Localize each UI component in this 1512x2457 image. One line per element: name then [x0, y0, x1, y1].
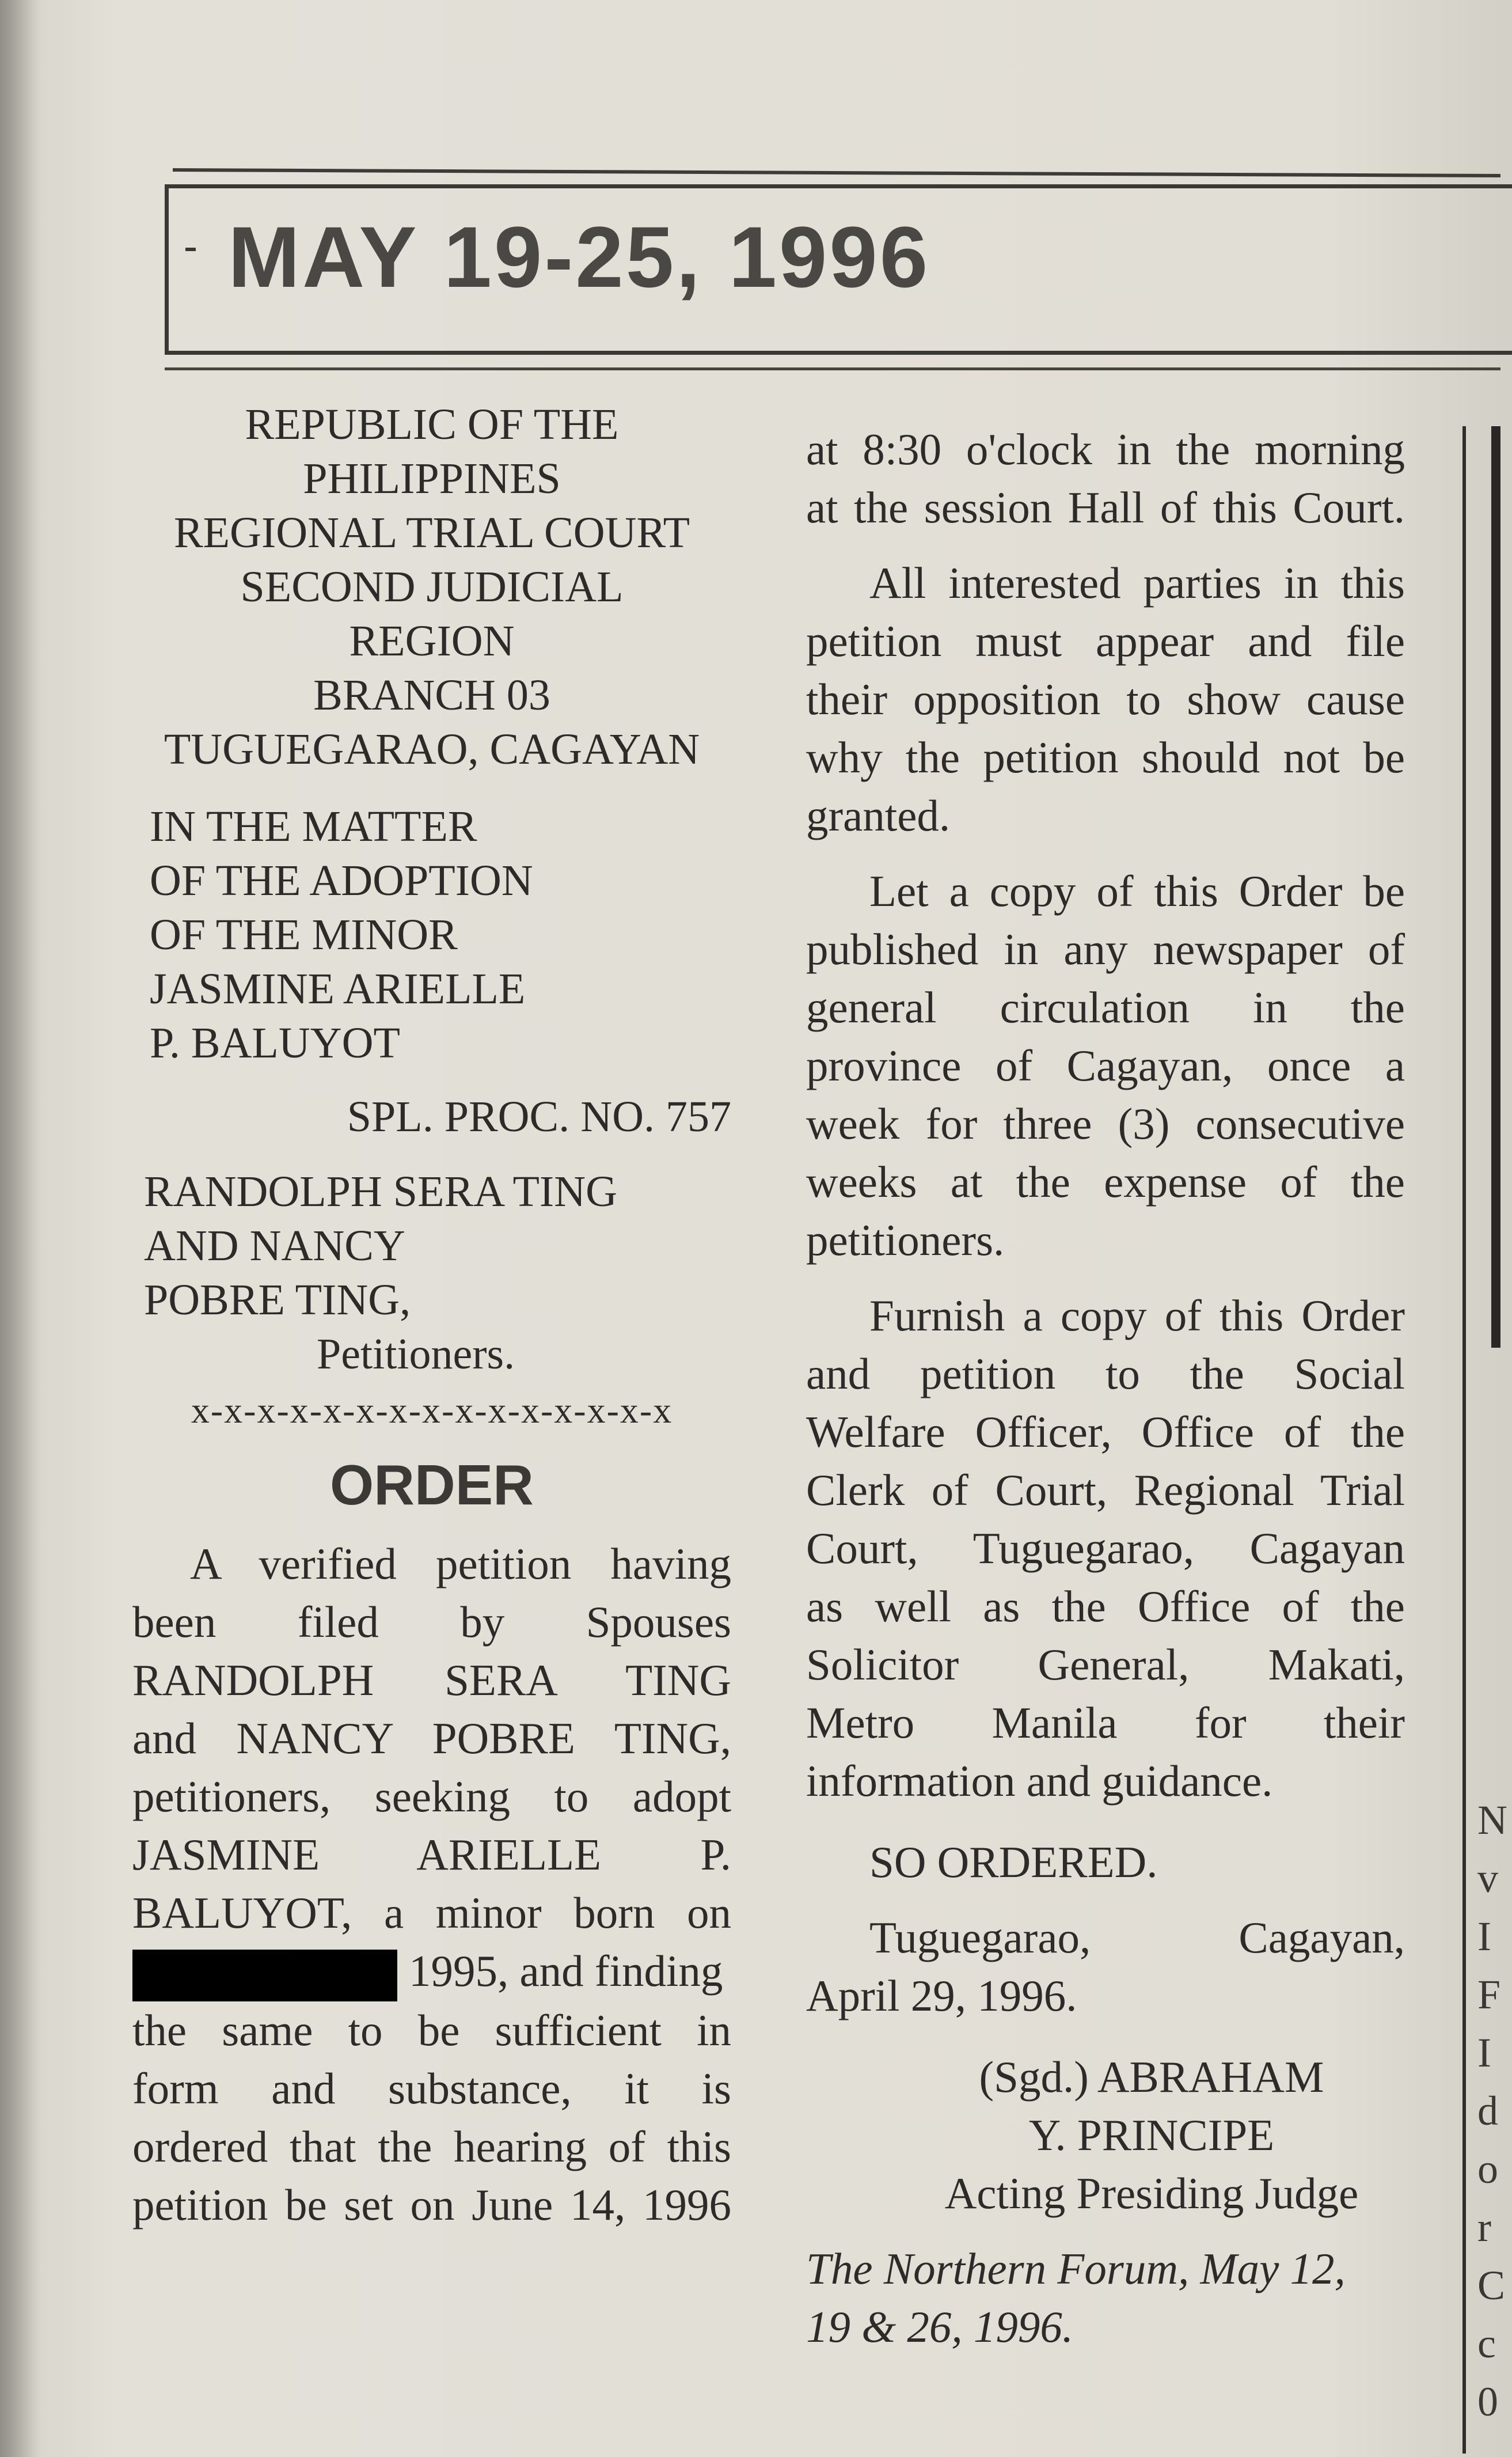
matter-line: OF THE ADOPTION — [150, 856, 533, 905]
body-line: A verified petition having — [190, 1539, 731, 1588]
body-line: ordered that the hearing of this — [132, 2122, 731, 2172]
court-line: REPUBLIC OF THE — [245, 400, 619, 449]
petitioner-line: POBRE TING, — [144, 1276, 411, 1324]
header-tick — [185, 248, 196, 251]
body-line: why the petition should not be — [806, 733, 1405, 782]
interested-parties-paragraph — [806, 554, 1405, 845]
body-line: information and guidance. — [806, 1756, 1273, 1806]
adjacent-column-rule — [1491, 426, 1500, 1348]
body-line: and NANCY POBRE TING, — [132, 1713, 731, 1763]
judge-name-line: (Sgd.) ABRAHAM — [979, 2052, 1324, 2102]
court-line: TUGUEGARAO, CAGAYAN — [164, 725, 700, 774]
judge-title: Acting Presiding Judge — [944, 2168, 1359, 2218]
matter-line: P. BALUYOT — [150, 1019, 400, 1067]
body-line: week for three (3) consecutive — [806, 1099, 1405, 1148]
body-line: Solicitor General, Makati, — [806, 1640, 1405, 1689]
body-line: at 8:30 o'clock in the morning — [806, 424, 1405, 474]
body-line: published in any newspaper of — [806, 924, 1405, 974]
place-and-date — [806, 1909, 1405, 2025]
body-line: and petition to the Social — [806, 1349, 1405, 1398]
fragment-char: d — [1477, 2088, 1498, 2134]
body-line: Clerk of Court, Regional Trial — [806, 1465, 1405, 1515]
matter-line: OF THE MINOR — [150, 911, 458, 959]
body-line: April 29, 1996. — [806, 1971, 1077, 2020]
court-line: REGION — [349, 617, 515, 665]
matter-caption — [132, 799, 731, 1070]
body-line: at the session Hall of this Court. — [806, 483, 1405, 532]
body-line: petition be set on June 14, 1996 — [132, 2180, 731, 2230]
body-line: RANDOLPH SERA TING — [132, 1655, 731, 1705]
body-line: as well as the Office of the — [806, 1582, 1405, 1631]
fragment-char: I — [1477, 1913, 1491, 1959]
page-shadow — [0, 0, 40, 2457]
body-line: their opposition to show cause — [806, 674, 1405, 724]
fragment-char: F — [1477, 1971, 1501, 2018]
header-bottom-rule — [165, 367, 1500, 370]
fragment-char: C — [1477, 2262, 1506, 2308]
fragment-char: c — [1477, 2320, 1496, 2367]
fragment-char: 0 — [1477, 2379, 1498, 2425]
body-line: petitioners. — [806, 1215, 1005, 1265]
body-line: general circulation in the — [806, 983, 1405, 1032]
body-line: the same to be sufficient in — [132, 2005, 731, 2056]
body-line: Metro Manila for their — [806, 1698, 1405, 1747]
body-line: petition must appear and file — [806, 616, 1405, 666]
body-line: Court, Tuguegarao, Cagayan — [806, 1523, 1405, 1573]
court-line: REGIONAL TRIAL COURT — [173, 509, 690, 557]
body-line: form and substance, it is — [132, 2064, 731, 2114]
body-line: Tuguegarao, Cagayan, — [869, 1913, 1405, 1962]
matter-line: JASMINE ARIELLE — [150, 965, 526, 1013]
court-line: SECOND JUDICIAL — [240, 563, 624, 611]
furnish-paragraph — [806, 1287, 1405, 1810]
body-line: JASMINE ARIELLE P. — [132, 1830, 731, 1879]
judge-name-line: Y. PRINCIPE — [1028, 2110, 1275, 2160]
case-number: SPL. PROC. NO. 757 — [347, 1093, 731, 1141]
body-line: Let a copy of this Order be — [869, 866, 1405, 916]
body-line: petitioners, seeking to adopt — [132, 1772, 731, 1821]
body-line-redacted: 1995, and finding — [132, 1942, 731, 2001]
right-column — [806, 420, 1405, 2356]
top-rule — [173, 168, 1500, 177]
body-line: province of Cagayan, once a — [806, 1041, 1405, 1090]
column-divider — [1462, 426, 1466, 2454]
court-line: PHILIPPINES — [303, 454, 561, 503]
body-line: Welfare Officer, Office of the — [806, 1407, 1405, 1457]
petitioners-label: Petitioners. — [317, 1330, 515, 1378]
petitioner-line: RANDOLPH SERA TING — [144, 1167, 618, 1216]
so-ordered: SO ORDERED. — [869, 1837, 1158, 1887]
publication-line: 19 & 26, 1996. — [806, 2302, 1074, 2352]
court-line: BRANCH 03 — [313, 671, 550, 719]
body-line: been filed by Spouses — [132, 1597, 731, 1647]
redaction-bar — [132, 1950, 397, 2001]
signature-block — [806, 2048, 1405, 2223]
petitioner-line: AND NANCY — [144, 1222, 405, 1270]
court-caption — [132, 397, 731, 776]
separator-line: x-x-x-x-x-x-x-x-x-x-x-x-x-x-x — [191, 1390, 673, 1431]
body-line: weeks at the expense of the — [806, 1157, 1405, 1207]
fragment-char: v — [1477, 1855, 1498, 1901]
fragment-char: r — [1477, 2204, 1491, 2250]
publication-paragraph — [806, 862, 1405, 1269]
body-line: granted. — [806, 791, 951, 840]
left-column — [132, 397, 731, 2234]
publication-note — [806, 2240, 1405, 2356]
fragment-char: I — [1477, 2030, 1491, 2076]
fragment-char: N — [1477, 1797, 1507, 1843]
adjacent-column-fragment — [1477, 1791, 1507, 2431]
hearing-paragraph — [806, 420, 1405, 537]
petitioners-caption — [132, 1165, 731, 1381]
order-title: ORDER — [330, 1453, 534, 1516]
matter-line: IN THE MATTER — [150, 802, 477, 851]
order-paragraph — [132, 1535, 731, 2234]
body-line: Furnish a copy of this Order — [869, 1291, 1405, 1340]
body-line: BALUYOT, a minor born on — [132, 1888, 731, 1937]
body-line: All interested parties in this — [869, 558, 1405, 608]
publication-line: The Northern Forum, May 12, — [806, 2244, 1346, 2293]
issue-date: MAY 19-25, 1996 — [228, 208, 930, 305]
fragment-char: o — [1477, 2146, 1498, 2192]
